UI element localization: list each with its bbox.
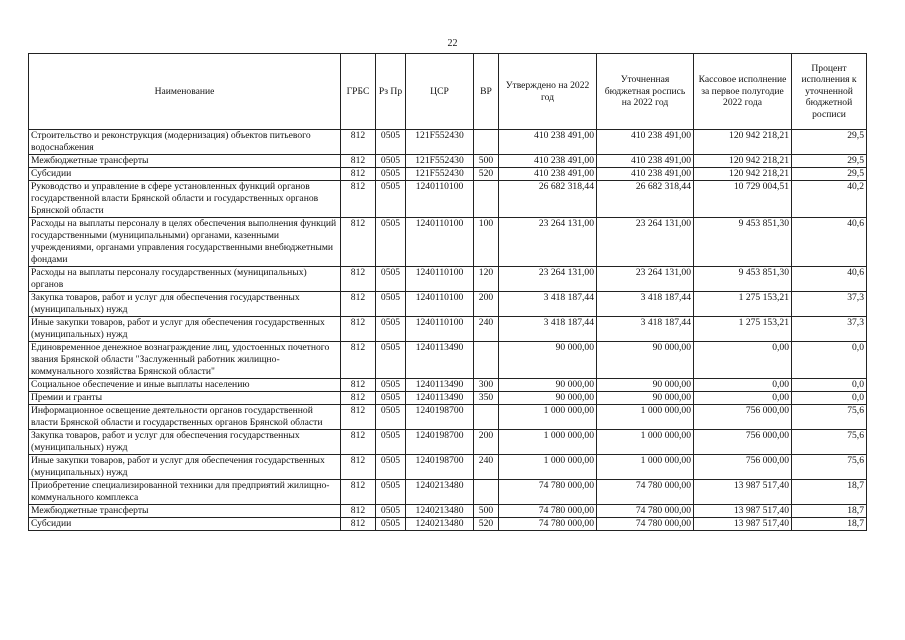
cell-refined: 1 000 000,00 (597, 430, 694, 455)
cell-csr: 1240213480 (406, 505, 474, 518)
cell-refined: 74 780 000,00 (597, 518, 694, 531)
cell-approved: 74 780 000,00 (499, 480, 597, 505)
cell-rzpr: 0505 (376, 518, 406, 531)
cell-name: Руководство и управление в сфере установленных функций органов государственной власти Брянской области и государственных органов Брянской области (29, 181, 341, 218)
cell-refined: 26 682 318,44 (597, 181, 694, 218)
cell-approved: 90 000,00 (499, 392, 597, 405)
cell-percent: 40,2 (792, 181, 867, 218)
cell-grbs: 812 (341, 292, 376, 317)
cell-percent: 40,6 (792, 218, 867, 267)
cell-percent: 37,3 (792, 317, 867, 342)
budget-table (28, 53, 867, 531)
cell-rzpr: 0505 (376, 317, 406, 342)
cell-grbs: 812 (341, 379, 376, 392)
cell-csr: 1240198700 (406, 405, 474, 430)
cell-name: Субсидии (29, 168, 341, 181)
cell-percent: 29,5 (792, 130, 867, 155)
cell-approved: 3 418 187,44 (499, 292, 597, 317)
table-header-row (29, 54, 867, 130)
cell-vr: 500 (474, 505, 499, 518)
cell-percent: 75,6 (792, 455, 867, 480)
cell-executed: 756 000,00 (694, 430, 792, 455)
table-row (29, 379, 867, 392)
cell-executed: 13 987 517,40 (694, 480, 792, 505)
page-number: 22 (447, 38, 458, 49)
cell-approved: 26 682 318,44 (499, 181, 597, 218)
cell-percent: 0,0 (792, 392, 867, 405)
cell-vr: 240 (474, 317, 499, 342)
cell-executed: 0,00 (694, 392, 792, 405)
cell-csr: 121F552430 (406, 155, 474, 168)
cell-refined: 1 000 000,00 (597, 455, 694, 480)
cell-executed: 0,00 (694, 379, 792, 392)
cell-rzpr: 0505 (376, 505, 406, 518)
cell-approved: 23 264 131,00 (499, 218, 597, 267)
table-row (29, 292, 867, 317)
cell-refined: 23 264 131,00 (597, 218, 694, 267)
cell-rzpr: 0505 (376, 342, 406, 379)
cell-refined: 90 000,00 (597, 342, 694, 379)
cell-name: Расходы на выплаты персоналу в целях обеспечения выполнения функций государственными (муниципальными) органами, казенными учреждениями, органами управления государственными внебюджетными фондами (29, 218, 341, 267)
cell-refined: 3 418 187,44 (597, 292, 694, 317)
cell-name: Приобретение специализированной техники для предприятий жилищно-коммунального комплекса (29, 480, 341, 505)
cell-refined: 90 000,00 (597, 379, 694, 392)
table-row (29, 218, 867, 267)
cell-refined: 90 000,00 (597, 392, 694, 405)
table-body (29, 130, 867, 531)
cell-name: Информационное освещение деятельности органов государственной власти Брянской области и государственных органов Брянской области (29, 405, 341, 430)
cell-approved: 1 000 000,00 (499, 455, 597, 480)
cell-executed: 13 987 517,40 (694, 505, 792, 518)
cell-approved: 90 000,00 (499, 379, 597, 392)
cell-percent: 29,5 (792, 168, 867, 181)
cell-rzpr: 0505 (376, 455, 406, 480)
cell-executed: 1 275 153,21 (694, 317, 792, 342)
header-percent: Процент исполнения к уточненной бюджетной росписи (792, 54, 867, 130)
cell-executed: 120 942 218,21 (694, 168, 792, 181)
cell-vr: 200 (474, 292, 499, 317)
cell-percent: 29,5 (792, 155, 867, 168)
cell-rzpr: 0505 (376, 155, 406, 168)
header-refined: Уточненная бюджетная роспись на 2022 год (597, 54, 694, 130)
cell-grbs: 812 (341, 267, 376, 292)
header-csr: ЦСР (406, 54, 474, 130)
cell-vr: 350 (474, 392, 499, 405)
cell-csr: 1240110100 (406, 267, 474, 292)
cell-approved: 410 238 491,00 (499, 130, 597, 155)
cell-vr: 120 (474, 267, 499, 292)
cell-name: Межбюджетные трансферты (29, 155, 341, 168)
cell-approved: 410 238 491,00 (499, 168, 597, 181)
cell-approved: 90 000,00 (499, 342, 597, 379)
cell-executed: 10 729 004,51 (694, 181, 792, 218)
cell-approved: 1 000 000,00 (499, 430, 597, 455)
cell-grbs: 812 (341, 455, 376, 480)
cell-refined: 3 418 187,44 (597, 317, 694, 342)
table-row (29, 392, 867, 405)
cell-csr: 1240113490 (406, 342, 474, 379)
cell-approved: 1 000 000,00 (499, 405, 597, 430)
cell-grbs: 812 (341, 505, 376, 518)
cell-rzpr: 0505 (376, 379, 406, 392)
cell-grbs: 812 (341, 218, 376, 267)
cell-approved: 410 238 491,00 (499, 155, 597, 168)
cell-vr (474, 342, 499, 379)
cell-rzpr: 0505 (376, 218, 406, 267)
cell-grbs: 812 (341, 181, 376, 218)
table-row (29, 130, 867, 155)
cell-csr: 1240198700 (406, 430, 474, 455)
cell-grbs: 812 (341, 480, 376, 505)
cell-grbs: 812 (341, 430, 376, 455)
cell-percent: 37,3 (792, 292, 867, 317)
cell-vr (474, 130, 499, 155)
cell-percent: 18,7 (792, 505, 867, 518)
cell-grbs: 812 (341, 130, 376, 155)
cell-csr: 1240110100 (406, 218, 474, 267)
cell-name: Социальное обеспечение и иные выплаты населению (29, 379, 341, 392)
cell-rzpr: 0505 (376, 267, 406, 292)
cell-rzpr: 0505 (376, 480, 406, 505)
cell-vr: 100 (474, 218, 499, 267)
cell-vr (474, 181, 499, 218)
table-row (29, 405, 867, 430)
cell-grbs: 812 (341, 342, 376, 379)
cell-rzpr: 0505 (376, 405, 406, 430)
cell-rzpr: 0505 (376, 130, 406, 155)
cell-refined: 23 264 131,00 (597, 267, 694, 292)
cell-csr: 121F552430 (406, 130, 474, 155)
cell-csr: 1240110100 (406, 181, 474, 218)
cell-name: Строительство и реконструкция (модернизация) объектов питьевого водоснабжения (29, 130, 341, 155)
cell-csr: 1240110100 (406, 292, 474, 317)
cell-vr: 300 (474, 379, 499, 392)
table-row (29, 342, 867, 379)
cell-rzpr: 0505 (376, 181, 406, 218)
cell-percent: 75,6 (792, 405, 867, 430)
cell-executed: 756 000,00 (694, 405, 792, 430)
cell-percent: 18,7 (792, 480, 867, 505)
cell-executed: 0,00 (694, 342, 792, 379)
cell-name: Единовременное денежное вознаграждение лиц, удостоенных почетного звания Брянской области "Заслуженный работник жилищно-коммунального хозяйства Брянской области" (29, 342, 341, 379)
cell-executed: 9 453 851,30 (694, 267, 792, 292)
cell-percent: 75,6 (792, 430, 867, 455)
cell-grbs: 812 (341, 155, 376, 168)
cell-csr: 1240113490 (406, 392, 474, 405)
table-row (29, 317, 867, 342)
cell-approved: 3 418 187,44 (499, 317, 597, 342)
table-row (29, 155, 867, 168)
cell-vr (474, 405, 499, 430)
cell-percent: 40,6 (792, 267, 867, 292)
cell-refined: 74 780 000,00 (597, 480, 694, 505)
table-row (29, 181, 867, 218)
cell-approved: 74 780 000,00 (499, 518, 597, 531)
cell-csr: 121F552430 (406, 168, 474, 181)
cell-name: Иные закупки товаров, работ и услуг для обеспечения государственных (муниципальных) нужд (29, 455, 341, 480)
cell-name: Иные закупки товаров, работ и услуг для обеспечения государственных (муниципальных) нужд (29, 317, 341, 342)
cell-grbs: 812 (341, 518, 376, 531)
cell-vr: 240 (474, 455, 499, 480)
cell-percent: 18,7 (792, 518, 867, 531)
cell-refined: 410 238 491,00 (597, 168, 694, 181)
cell-rzpr: 0505 (376, 392, 406, 405)
cell-csr: 1240110100 (406, 317, 474, 342)
cell-executed: 120 942 218,21 (694, 155, 792, 168)
cell-grbs: 812 (341, 317, 376, 342)
cell-approved: 74 780 000,00 (499, 505, 597, 518)
header-rzpr: Рз Пр (376, 54, 406, 130)
cell-csr: 1240213480 (406, 518, 474, 531)
table-row (29, 480, 867, 505)
table-row (29, 505, 867, 518)
table-row (29, 267, 867, 292)
table-row (29, 168, 867, 181)
cell-rzpr: 0505 (376, 168, 406, 181)
cell-name: Закупка товаров, работ и услуг для обеспечения государственных (муниципальных) нужд (29, 430, 341, 455)
cell-approved: 23 264 131,00 (499, 267, 597, 292)
header-approved: Утверждено на 2022 год (499, 54, 597, 130)
cell-vr: 200 (474, 430, 499, 455)
cell-executed: 1 275 153,21 (694, 292, 792, 317)
cell-grbs: 812 (341, 392, 376, 405)
cell-grbs: 812 (341, 405, 376, 430)
cell-name: Премии и гранты (29, 392, 341, 405)
cell-refined: 410 238 491,00 (597, 130, 694, 155)
cell-csr: 1240113490 (406, 379, 474, 392)
header-executed: Кассовое исполнение за первое полугодие 2022 года (694, 54, 792, 130)
cell-name: Расходы на выплаты персоналу государственных (муниципальных) органов (29, 267, 341, 292)
cell-executed: 756 000,00 (694, 455, 792, 480)
header-grbs: ГРБС (341, 54, 376, 130)
cell-refined: 74 780 000,00 (597, 505, 694, 518)
cell-vr: 500 (474, 155, 499, 168)
cell-vr: 520 (474, 518, 499, 531)
table-row (29, 455, 867, 480)
cell-rzpr: 0505 (376, 292, 406, 317)
table-row (29, 430, 867, 455)
cell-name: Субсидии (29, 518, 341, 531)
cell-refined: 1 000 000,00 (597, 405, 694, 430)
cell-csr: 1240213480 (406, 480, 474, 505)
cell-vr: 520 (474, 168, 499, 181)
cell-name: Межбюджетные трансферты (29, 505, 341, 518)
table-row (29, 518, 867, 531)
cell-csr: 1240198700 (406, 455, 474, 480)
cell-vr (474, 480, 499, 505)
cell-percent: 0,0 (792, 379, 867, 392)
cell-name: Закупка товаров, работ и услуг для обеспечения государственных (муниципальных) нужд (29, 292, 341, 317)
cell-executed: 13 987 517,40 (694, 518, 792, 531)
cell-executed: 120 942 218,21 (694, 130, 792, 155)
cell-percent: 0,0 (792, 342, 867, 379)
cell-refined: 410 238 491,00 (597, 155, 694, 168)
cell-rzpr: 0505 (376, 430, 406, 455)
cell-executed: 9 453 851,30 (694, 218, 792, 267)
header-vr: ВР (474, 54, 499, 130)
header-name: Наименование (29, 54, 341, 130)
cell-grbs: 812 (341, 168, 376, 181)
